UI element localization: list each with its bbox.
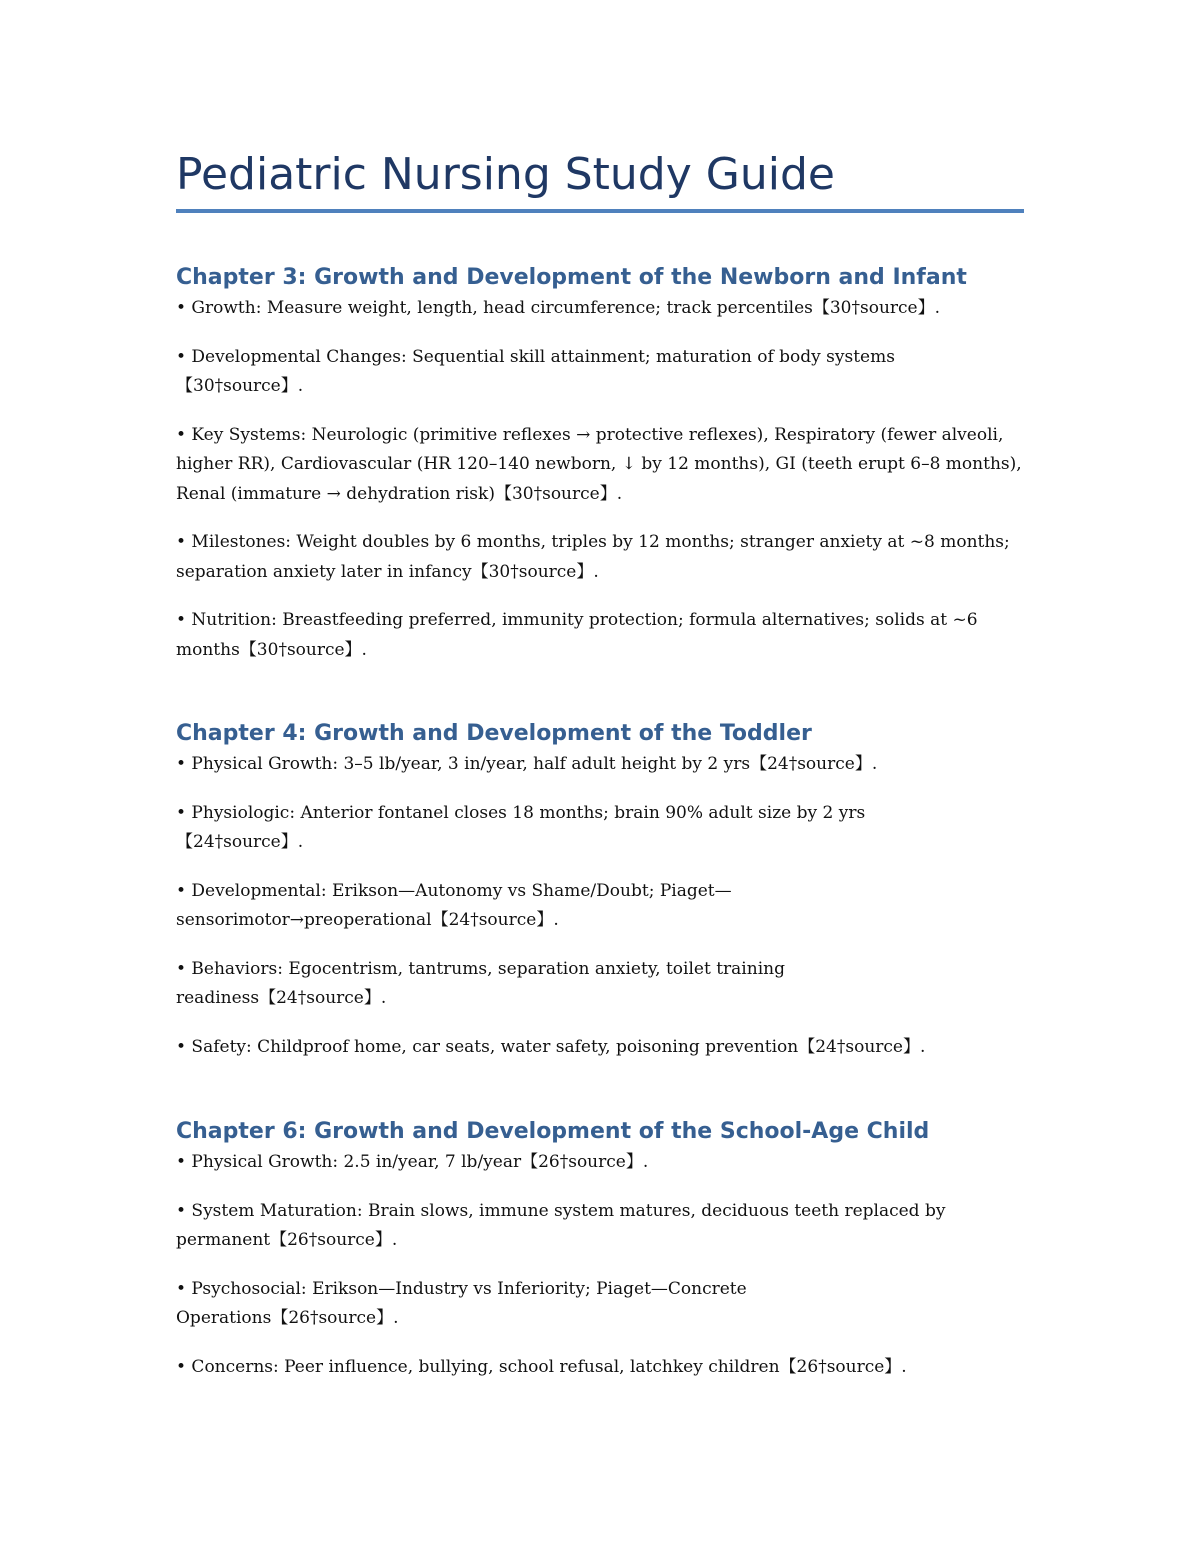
bullet-item: • Safety: Childproof home, car seats, water safety, poisoning prevention【24†source】.: [176, 1036, 926, 1057]
bullet-item: • Developmental: Erikson—Autonomy vs Shame/Doubt; Piaget—sensorimotor→preoperational【24†source】.: [176, 880, 732, 930]
bullet-item: • Key Systems: Neurologic (primitive reflexes → protective reflexes), Respiratory (fewer alveoli, higher RR), Cardiovascular (HR 120–140 newborn, ↓ by 12 months), GI (teeth erupt 6–8 months), Renal (immature → dehydration risk)【30†source】.: [176, 424, 1022, 504]
chapter-6-section: [176, 1116, 1024, 1401]
bullet-item: • Nutrition: Breastfeeding preferred, immunity protection; formula alternatives; solids at ~6 months【30†source】.: [176, 610, 978, 660]
bullet-item: • System Maturation: Brain slows, immune system matures, deciduous teeth replaced by permanent【26†source】.: [176, 1200, 946, 1250]
bullet-item: • Growth: Measure weight, length, head circumference; track percentiles【30†source】.: [176, 298, 941, 318]
chapter-3-section: [176, 262, 1024, 684]
bullet-item: • Concerns: Peer influence, bullying, school refusal, latchkey children【26†source】.: [176, 1356, 907, 1377]
bullet-item: • Physical Growth: 2.5 in/year, 7 lb/year【26†source】.: [176, 1152, 649, 1172]
bullet-item: • Psychosocial: Erikson—Industry vs Inferiority; Piaget—Concrete Operations【26†source】.: [176, 1278, 747, 1328]
chapter-heading: Chapter 4: Growth and Development of the Toddler: [176, 721, 812, 746]
chapter-heading: Chapter 3: Growth and Development of the Newborn and Infant: [176, 265, 967, 290]
bullet-item: • Physical Growth: 3–5 lb/year, 3 in/year, half adult height by 2 yrs【24†source】.: [176, 754, 878, 774]
bullet-item: • Behaviors: Egocentrism, tantrums, separation anxiety, toilet training readiness【24†source】.: [176, 958, 785, 1008]
chapter-4-section: [176, 718, 1024, 1081]
bullet-item: • Milestones: Weight doubles by 6 months, triples by 12 months; stranger anxiety at ~8 months; separation anxiety later in infancy【30†source】.: [176, 532, 1010, 582]
chapter-heading: Chapter 6: Growth and Development of the School-Age Child: [176, 1119, 930, 1144]
bullet-item: • Developmental Changes: Sequential skill attainment; maturation of body systems【30†source】.: [176, 346, 895, 396]
document-title: Pediatric Nursing Study Guide: [176, 149, 835, 200]
title-underline-rule: [176, 209, 1024, 213]
bullet-item: • Physiologic: Anterior fontanel closes 18 months; brain 90% adult size by 2 yrs【24†source】.: [176, 802, 866, 852]
